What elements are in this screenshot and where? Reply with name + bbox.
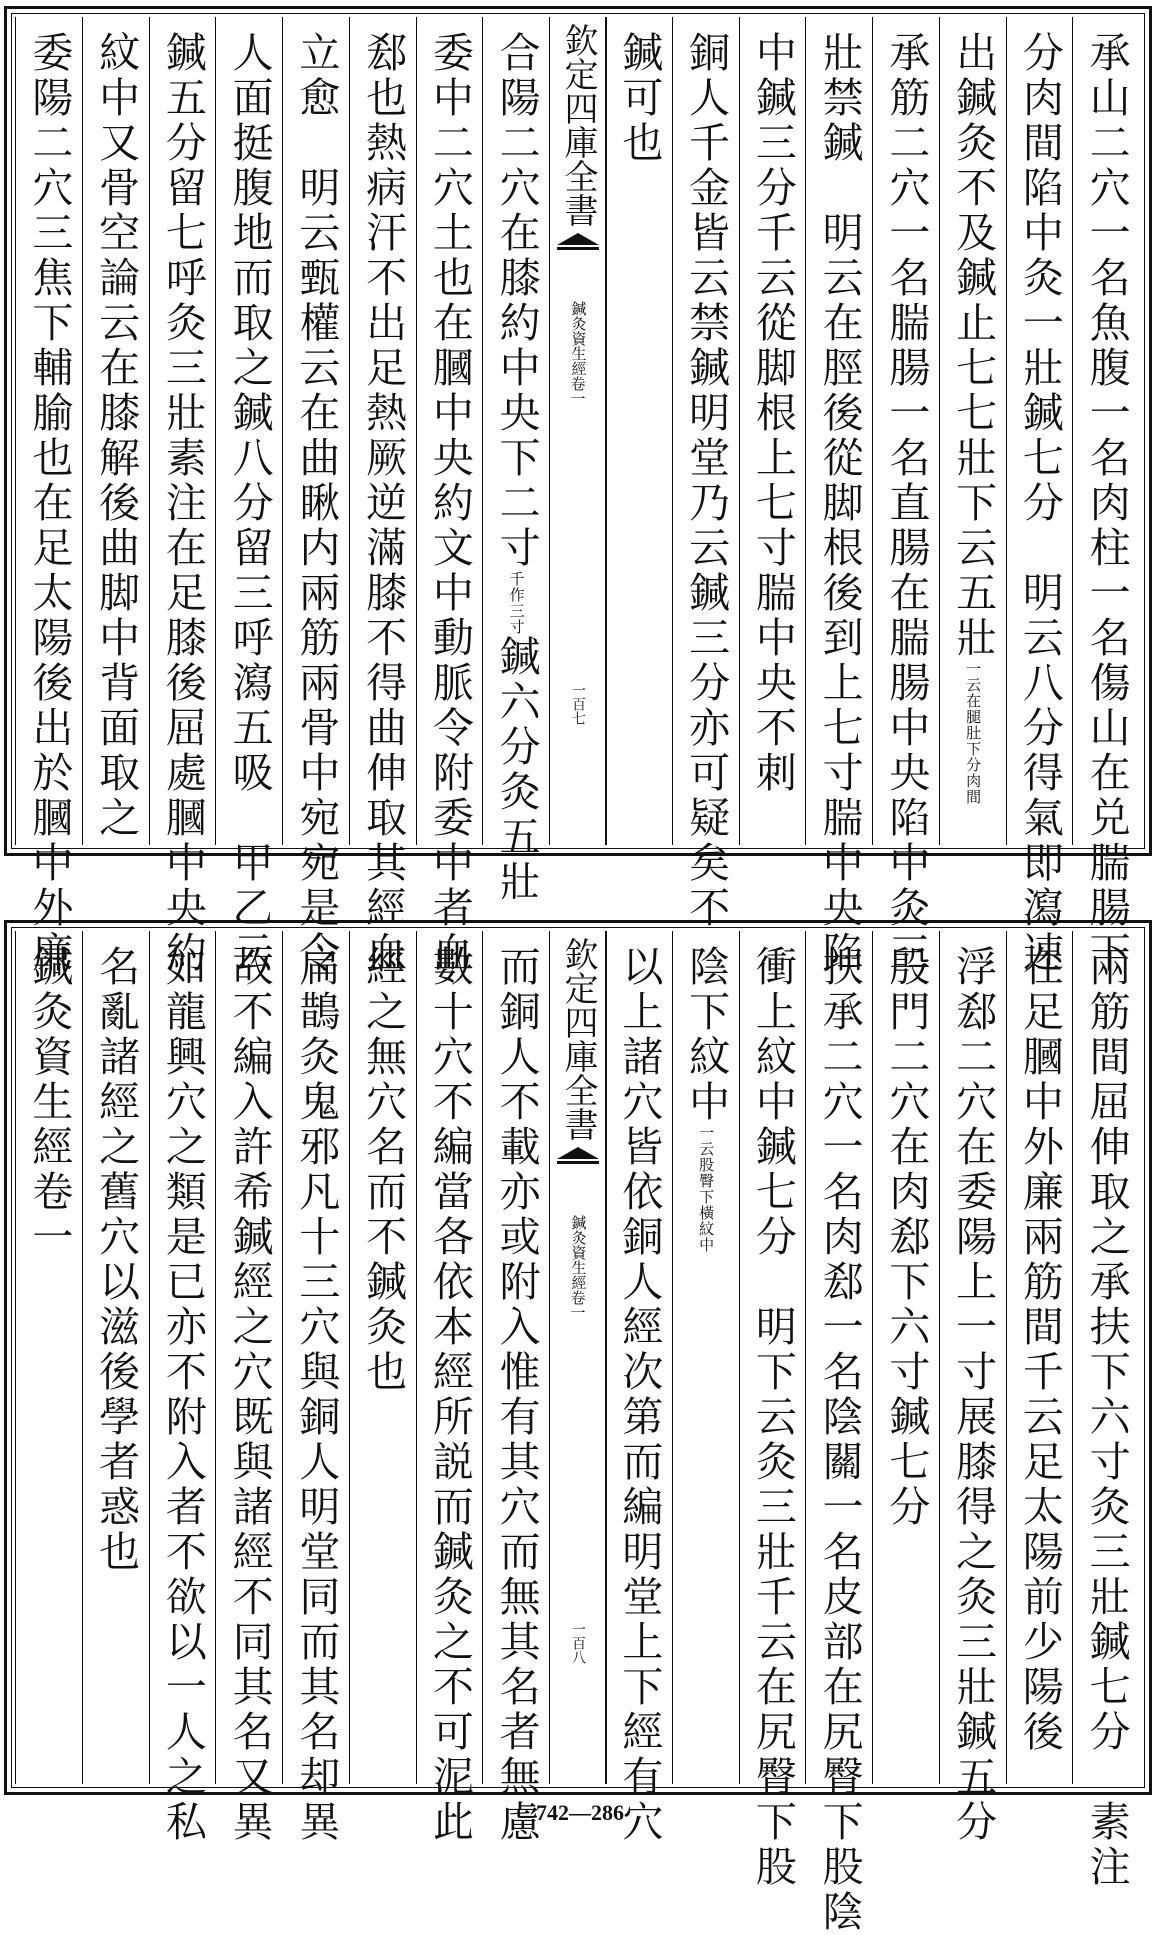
text-column [605, 931, 672, 1845]
center-gutter [549, 931, 607, 1784]
column-text: 承山二穴一名魚腹一名肉柱一名傷山在兑腨腸下 [1082, 31, 1131, 976]
text-column [1006, 931, 1073, 1784]
text-column [149, 931, 216, 1845]
column-text: 浮郄二穴在委陽上一寸展膝得之灸三壯鍼五分 [949, 945, 998, 1845]
column-text: 承筋二穴一名腨腸一名直腸在腨腸中央陷中灸三 [882, 31, 931, 976]
annotation-text: 千作三寸 [507, 571, 526, 635]
column-text: 立愈 明云甄權云在曲瞅内兩筋兩骨中宛宛是令 [292, 31, 341, 976]
top-page [4, 6, 1152, 976]
column-text: 紋中又骨空論云在膝解後曲脚中背面取之 [92, 31, 141, 841]
annotation-text: 一云股臀下橫紋中 [697, 1125, 716, 1253]
column-text: 殷門二穴在肉郄下六寸鍼七分 [882, 945, 931, 1530]
column-text: 衝上紋中鍼七分 明下云灸三壯千云在尻臀下股 [748, 945, 797, 1890]
text-column [672, 17, 739, 931]
text-column [872, 931, 939, 1784]
column-text: 郄也熱病汗不出足熱厥逆滿膝不得曲伸取其經血 [359, 31, 408, 976]
page-code: 742—286 [536, 1800, 624, 1825]
column-text: 而銅人不載亦或附入惟有其穴而無其名者無慮 [492, 945, 541, 1845]
column-text: 鍼可也 [615, 31, 664, 166]
text-column [939, 931, 1006, 1845]
text-column [15, 17, 82, 976]
text-column [1006, 17, 1073, 976]
column-text: 壯禁鍼 明云在脛後從脚根後到上七寸腨中央陷 [815, 31, 864, 976]
gutter-page-number: 一百八 [570, 1622, 586, 1664]
column-text: 鍼灸資生經卷一 [25, 945, 74, 1260]
column-text: 出鍼灸不及鍼止七七壯下云五壯 [949, 31, 998, 661]
column-text: 人面挺腹地而取之鍼八分留三呼瀉五吸 甲乙云 [225, 31, 274, 976]
text-column [416, 931, 483, 1845]
text-column [215, 931, 282, 1845]
text-column [82, 17, 149, 845]
gutter-juan: 卷一 [568, 376, 587, 406]
gutter-page-number: 一百七 [570, 683, 586, 725]
text-column [805, 17, 872, 976]
text-column [15, 931, 82, 1784]
text-column [416, 17, 483, 976]
column-text: 委陽二穴三焦下輔腧也在足太陽後出於膕中外廉 [25, 31, 74, 976]
center-gutter [549, 17, 607, 845]
top-columns [15, 17, 1141, 976]
column-text: 名亂諸經之舊穴以滋後學者惑也 [92, 945, 141, 1575]
text-column [605, 17, 672, 845]
gutter-book-title: 鍼灸資生經 [569, 1215, 588, 1290]
text-column [82, 931, 149, 1784]
text-column [282, 17, 349, 976]
text-column [805, 931, 872, 1935]
text-column [282, 931, 349, 1845]
column-text: 委中二穴土也在膕中央約文中動脈令附委中者血 [425, 31, 474, 976]
text-column [215, 17, 282, 976]
text-column [1072, 17, 1139, 976]
text-column [349, 931, 416, 1784]
text-column [149, 17, 216, 976]
column-text: 數十穴不編當各依本經所説而鍼灸之不可泥此 [425, 945, 474, 1845]
column-text: 經之無穴名而不鍼灸也 [359, 945, 408, 1395]
column-text: 合陽二穴在膝約中央下二寸 [492, 31, 541, 571]
column-text: 扶承二穴一名肉郄一名陰關一名皮部在尻臀下股陰 [815, 945, 864, 1935]
column-text: 陰下紋中 [682, 945, 731, 1125]
column-text: 以上諸穴皆依銅人經次第而編明堂上下經有穴 [615, 945, 664, 1845]
text-column [672, 931, 739, 1784]
column-text: 鍼五分留七呼灸三壯素注在足膝後屈處膕中央約 [158, 31, 207, 976]
fishtail-mark-icon [551, 1147, 605, 1175]
text-column [739, 931, 806, 1890]
gutter-book-title: 鍼灸資生經 [569, 301, 588, 376]
fishtail-mark-icon [551, 233, 605, 261]
column-text: 分肉間陷中灸一壯鍼七分 明云八分得氣即瀉速 [1015, 31, 1064, 976]
text-column [349, 17, 416, 976]
gutter-title: 欽定四庫全書 [558, 937, 598, 1141]
annotation-text: 一云在腿肚下分肉間 [964, 661, 983, 805]
column-text: 如龍興穴之類是已亦不附入者不欲以一人之私 [158, 945, 207, 1845]
gutter-juan: 卷一 [568, 1290, 587, 1320]
text-column [1072, 931, 1139, 1890]
text-column [482, 931, 549, 1845]
text-column [482, 17, 549, 905]
column-text: 故不編入許希鍼經之穴既與諸經不同其名又異 [225, 945, 274, 1845]
column-text: 銅人千金皆云禁鍼明堂乃云鍼三分亦可疑矣不 [682, 31, 731, 931]
column-text: 中鍼三分千云從脚根上七寸腨中央不刺 [748, 31, 797, 796]
column-text-tail: 鍼六分灸五壯 [492, 635, 541, 905]
text-column [872, 17, 939, 976]
text-column [739, 17, 806, 845]
gutter-title: 欽定四庫全書 [558, 23, 598, 227]
text-column [939, 17, 1006, 845]
column-text: 兩筋間屈伸取之承扶下六寸灸三壯鍼七分 素注 [1082, 945, 1131, 1890]
column-text: 在足膕中外廉兩筋間千云足太陽前少陽後 [1015, 945, 1064, 1755]
column-text: 扁鵲灸鬼邪凡十三穴與銅人明堂同而其名却異 [292, 945, 341, 1845]
